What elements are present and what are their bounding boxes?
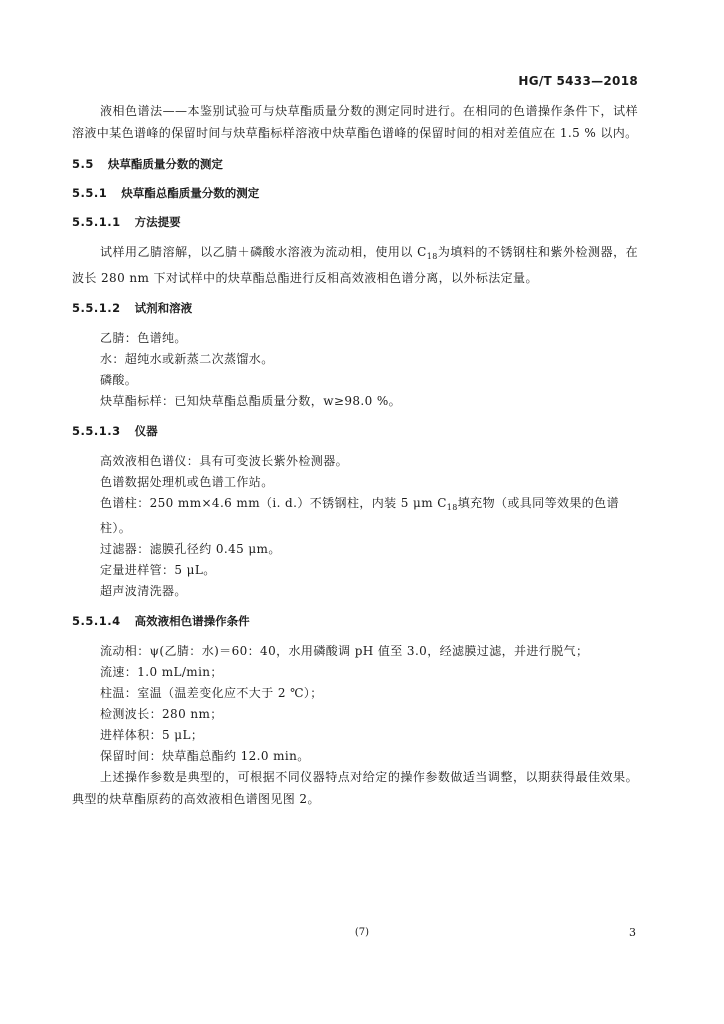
section-number: 5.5.1.3 (72, 424, 121, 438)
page-content (72, 101, 638, 810)
hplc-conditions-list (72, 641, 638, 767)
c18-subscript: 18 (446, 503, 458, 512)
section-5-5-1-1-heading (72, 214, 638, 230)
section-title: 方法提要 (134, 215, 181, 229)
list-item: 乙腈：色谱纯。 (100, 331, 187, 345)
list-item: 过滤器：滤膜孔径约 0.45 μm。 (100, 542, 281, 556)
column-text-part2: 填充物（或具同等效果的色谱柱）。 (100, 496, 619, 535)
section-title: 炔草酯质量分数的测定 (107, 157, 223, 171)
conditions-note-paragraph: 上述操作参数是典型的，可根据不同仪器特点对给定的操作参数做适当调整，以期获得最佳效果。典型的炔草酯原药的高效液相色谱图见图 2。 (72, 770, 638, 806)
section-title: 仪器 (134, 424, 158, 438)
section-number: 5.5.1.4 (72, 614, 121, 628)
section-title: 炔草酯总酯质量分数的测定 (121, 186, 260, 200)
section-5-5-1-heading (72, 185, 638, 201)
column-text-part1: 色谱柱：250 mm×4.6 mm（i. d.）不锈钢柱，内装 5 μm C (100, 496, 447, 510)
c18-subscript: 18 (426, 252, 438, 261)
reagents-list (72, 328, 638, 412)
section-5-5-1-2-heading (72, 300, 638, 316)
list-item: 检测波长：280 nm； (100, 707, 223, 721)
section-number: 5.5.1.1 (72, 215, 121, 229)
section-5-5-heading (72, 156, 638, 172)
intro-paragraph: 液相色谱法——本鉴别试验可与炔草酯质量分数的测定同时进行。在相同的色谱操作条件下，试样溶液中某色谱峰的保留时间与炔草酯标样溶液中炔草酯色谱峰的保留时间的相对差值应在 1.5 % 以内。 (72, 104, 638, 140)
list-item: 进样体积：5 μL； (100, 728, 204, 742)
section-number: 5.5 (72, 157, 94, 171)
section-number: 5.5.1.2 (72, 301, 121, 315)
list-item: 流速：1.0 mL/min； (100, 665, 223, 679)
list-item: 色谱数据处理机或色谱工作站。 (100, 475, 274, 489)
list-item: 流动相：ψ(乙腈：水)＝60：40，水用磷酸调 pH 值至 3.0，经滤膜过滤，并进行脱气； (100, 644, 589, 658)
footer-center-page-number: (7) (354, 927, 370, 938)
list-item: 磷酸。 (100, 373, 138, 387)
list-item: 柱温：室温（温差变化应不大于 2 ℃）； (100, 686, 323, 700)
section-title: 试剂和溶液 (134, 301, 193, 315)
standard-code: HG/T 5433—2018 (518, 74, 638, 88)
section-number: 5.5.1 (72, 186, 108, 200)
list-item: 保留时间：炔草酯总酯约 12.0 min。 (100, 749, 310, 763)
method-text-part1: 试样用乙腈溶解，以乙腈＋磷酸水溶液为流动相，使用以 C (100, 245, 427, 259)
list-item (72, 493, 638, 539)
list-item: 炔草酯标样：已知炔草酯总酯质量分数，w≥98.0 %。 (100, 394, 402, 408)
method-summary-paragraph (72, 242, 638, 289)
section-5-5-1-4-heading (72, 613, 638, 629)
method-text-part2: 为填料的不锈钢柱和紫外检测器，在波长 280 nm 下对试样中的炔草酯总酯进行反相高效液相色谱分离，以外标法定量。 (72, 245, 638, 285)
instruments-list (72, 451, 638, 602)
list-item: 水：超纯水或新蒸二次蒸馏水。 (100, 352, 274, 366)
footer-page-number: 3 (629, 926, 636, 939)
section-5-5-1-3-heading (72, 423, 638, 439)
list-item: 超声波清洗器。 (100, 584, 187, 598)
section-title: 高效液相色谱操作条件 (134, 614, 250, 628)
list-item: 定量进样管：5 μL。 (100, 563, 216, 577)
list-item: 高效液相色谱仪：具有可变波长紫外检测器。 (100, 454, 349, 468)
